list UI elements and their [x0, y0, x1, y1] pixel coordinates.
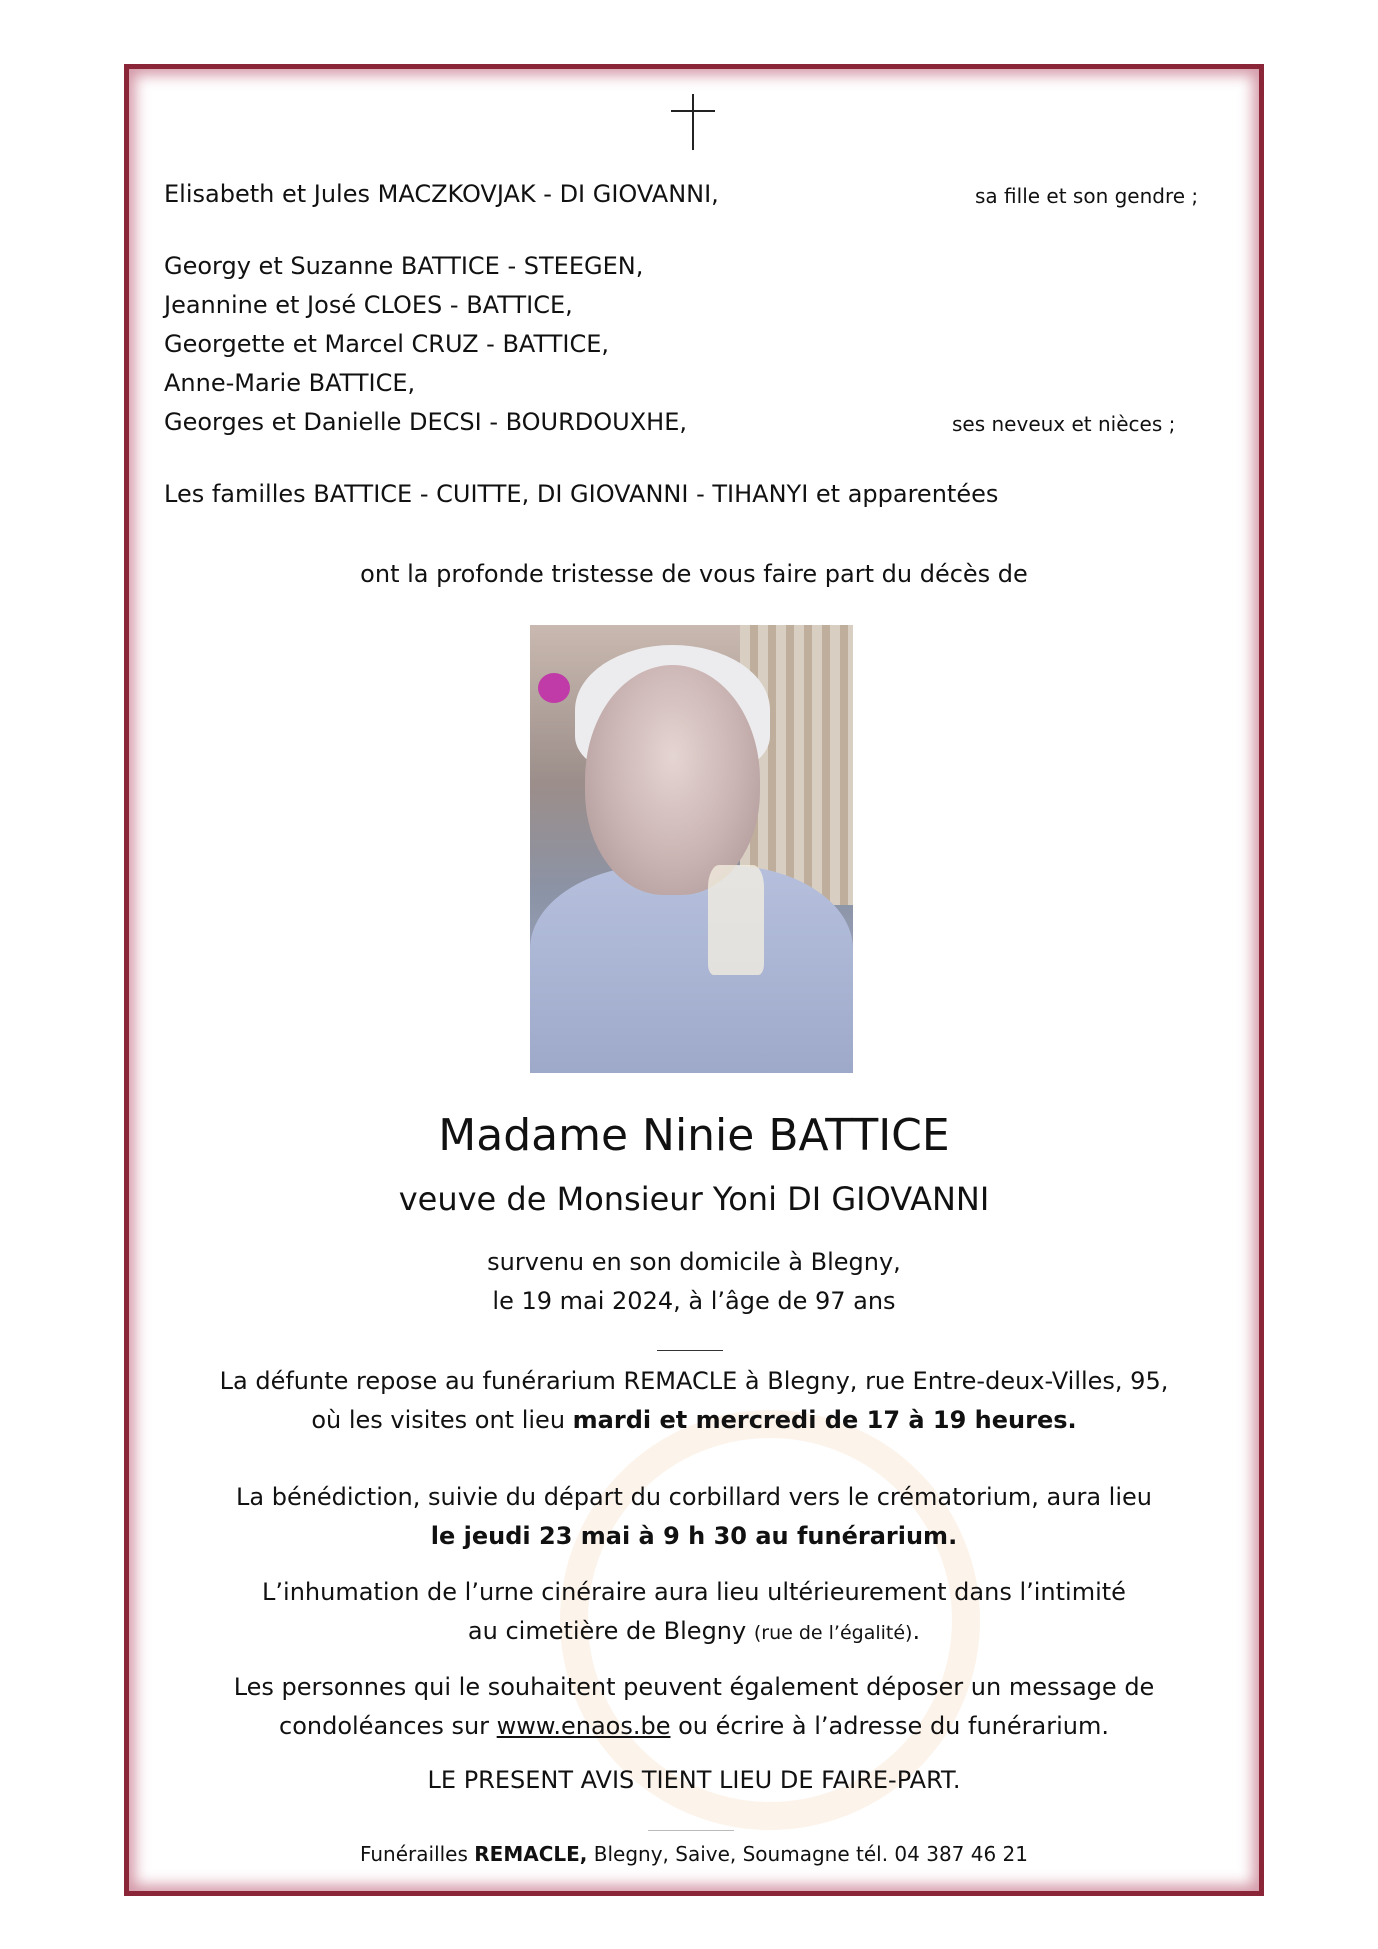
nephew-line: Georges et Danielle DECSI - BOURDOUXHE, — [164, 408, 688, 436]
condolences-line2: condoléances sur www.enaos.be ou écrire à l’adresse du funérarium. — [279, 1712, 1109, 1740]
family-line-daughter: Elisabeth et Jules MACZKOVJAK - DI GIOVANNI, — [164, 180, 719, 208]
announcement: ont la profonde tristesse de vous faire part du décès de — [360, 560, 1028, 588]
ceremony-line1: La bénédiction, suivie du départ du corbillard vers le crématorium, aura lieu — [236, 1483, 1152, 1511]
condolences-line1: Les personnes qui le souhaitent peuvent également déposer un message de — [233, 1673, 1155, 1701]
widow-of: veuve de Monsieur Yoni DI GIOVANNI — [398, 1180, 990, 1218]
ceremony-line2: le jeudi 23 mai à 9 h 30 au funérarium. — [430, 1522, 958, 1550]
nephew-line: Anne-Marie BATTICE, — [164, 369, 416, 397]
nephew-line: Georgy et Suzanne BATTICE - STEEGEN, — [164, 252, 644, 280]
burial-line2: au cimetière de Blegny (rue de l’égalité). — [467, 1617, 921, 1645]
relation-nephews: ses neveux et nièces ; — [952, 412, 1176, 436]
footer: Funérailles REMACLE, Blegny, Saive, Soumagne tél. 04 387 46 21 — [359, 1842, 1029, 1866]
families-line: Les familles BATTICE - CUITTE, DI GIOVANNI - TIHANYI et apparentées — [164, 480, 999, 508]
visits-line2: où les visites ont lieu mardi et mercredi de 17 à 19 heures. — [311, 1406, 1077, 1434]
enaos-link[interactable]: www.enaos.be — [496, 1712, 671, 1740]
divider — [657, 1350, 723, 1351]
relation-daughter: sa fille et son gendre ; — [975, 184, 1199, 208]
visits-line1: La défunte repose au funérarium REMACLE à Blegny, rue Entre-deux-Villes, 95, — [219, 1367, 1169, 1395]
nephew-line: Georgette et Marcel CRUZ - BATTICE, — [164, 330, 610, 358]
footer-divider — [648, 1830, 734, 1831]
cross-icon — [671, 94, 715, 150]
deceased-name: Madame Ninie BATTICE — [438, 1110, 950, 1161]
deceased-photo — [530, 625, 853, 1073]
notice: LE PRESENT AVIS TIENT LIEU DE FAIRE-PART. — [427, 1766, 961, 1794]
burial-line1: L’inhumation de l’urne cinéraire aura lieu ultérieurement dans l’intimité — [262, 1578, 1126, 1606]
death-date: le 19 mai 2024, à l’âge de 97 ans — [492, 1287, 896, 1315]
death-place: survenu en son domicile à Blegny, — [487, 1248, 901, 1276]
nephew-line: Jeannine et José CLOES - BATTICE, — [164, 291, 573, 319]
